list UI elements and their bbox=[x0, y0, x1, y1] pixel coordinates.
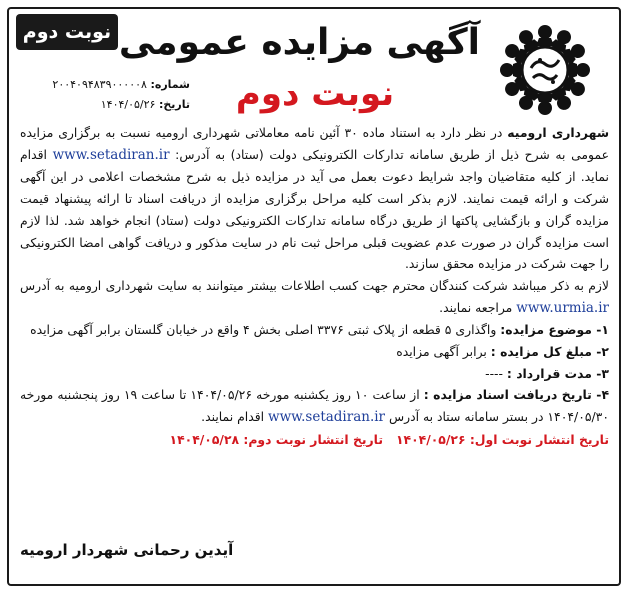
item-documents-text-1: از ساعت ۱۰ روز یکشنبه مورخه ۱۴۰۴/۰۵/۲۶ تا ساعت ۱۹ روز پنجشنبه مورخه ۱۴۰۴/۰۵/۳۰ در بستر سامانه ستاد به آدرس bbox=[20, 387, 609, 425]
item-amount-text: برابر آگهی مزایده bbox=[396, 344, 491, 360]
info-paragraph bbox=[20, 275, 609, 319]
setad-link[interactable]: www.setadiran.ir bbox=[52, 146, 170, 163]
round-badge: نوبت دوم bbox=[16, 14, 118, 50]
item-subject-text: واگذاری ۵ قطعه از پلاک ثبتی ۳۳۷۶ اصلی بخش ۴ واقع در خیابان گلستان برابر آگهی مزایده bbox=[30, 322, 501, 338]
item-documents-head: ۴- تاریخ دریافت اسناد مزایده : bbox=[423, 387, 610, 403]
letter-date bbox=[20, 96, 190, 114]
letter-number-value: ۲۰۰۴۰۹۴۸۳۹۰۰۰۰۰۸ bbox=[52, 78, 147, 91]
letter-number bbox=[20, 76, 190, 94]
intro-text-1: در نظر دارد به استناد ماده ۳۰ آئین نامه معاملاتی شهرداری ارومیه نسبت به برگزاری مزایده عمومی به شرح ذیل از طریق سامانه تدارکات الکترونیکی دولت (ستاد) به آدرس: bbox=[20, 125, 609, 162]
letter-date-label: تاریخ: bbox=[158, 98, 190, 111]
intro-text-2: اقدام نماید. از کلیه متقاضیان واجد شرایط دعوت بعمل می آید در مزایده ذیل به شرح مشخصات اعلامی در این آگهی شرکت و ارائه قیمت نمایند. لازم بذکر است کلیه مراحل برگزاری مزایده از دریافت اسناد تا ارائه پیشنهاد قیمت مزایده گران و بازگشایی پاکتها از طریق درگاه سامانه تدارکات الکترونیکی دولت (ستاد) انجام خواهد شد. لذا لازم است مزایده گران در صورت عدم عضویت قبلی مراحل ثبت نام در سایت مذکور و دریافت گواهی امضا الکترونیکی را جهت شرکت در مزایده محقق سازند. bbox=[20, 146, 609, 272]
info-text-1: لازم به ذکر میباشد شرکت کنندگان محترم جهت کسب اطلاعات بیشتر میتوانند به سایت شهرداری ارومیه به آدرس bbox=[20, 277, 609, 293]
item-subject bbox=[20, 319, 609, 341]
page-subtitle: نوبت دوم bbox=[235, 74, 395, 114]
item-amount bbox=[20, 341, 609, 363]
letter-number-label: شماره: bbox=[150, 78, 190, 91]
item-subject-head: ۱- موضوع مزایده: bbox=[500, 322, 609, 338]
setad-link-2[interactable]: www.setadiran.ir bbox=[268, 409, 386, 426]
intro-org: شهرداری ارومیه bbox=[507, 125, 610, 140]
item-duration bbox=[20, 363, 609, 385]
item-documents bbox=[20, 384, 609, 428]
item-documents-text-2: اقدام نمایند. bbox=[201, 409, 269, 425]
notice-body bbox=[20, 122, 609, 451]
item-duration-head: ۳- مدت قرارداد : bbox=[506, 365, 609, 381]
intro-paragraph bbox=[20, 122, 609, 275]
publish-dates bbox=[20, 429, 609, 451]
municipality-logo-icon bbox=[495, 20, 595, 120]
publish-first: تاریخ انتشار نوبت اول: ۱۴۰۴/۰۵/۲۶ bbox=[395, 431, 609, 447]
info-text-2: مراجعه نمایند. bbox=[439, 299, 517, 315]
page-title: آگهی مزایده عمومی bbox=[118, 22, 480, 63]
item-duration-text: ---- bbox=[485, 365, 507, 381]
item-amount-head: ۲- مبلغ کل مزایده : bbox=[490, 344, 609, 360]
publish-second: تاریخ انتشار نوبت دوم: ۱۴۰۴/۰۵/۲۸ bbox=[169, 431, 383, 447]
urmia-link[interactable]: www.urmia.ir bbox=[516, 299, 609, 316]
letter-date-value: ۱۴۰۴/۰۵/۲۶ bbox=[100, 98, 156, 111]
signature: آیدین رحمانی شهردار ارومیه bbox=[20, 541, 234, 559]
